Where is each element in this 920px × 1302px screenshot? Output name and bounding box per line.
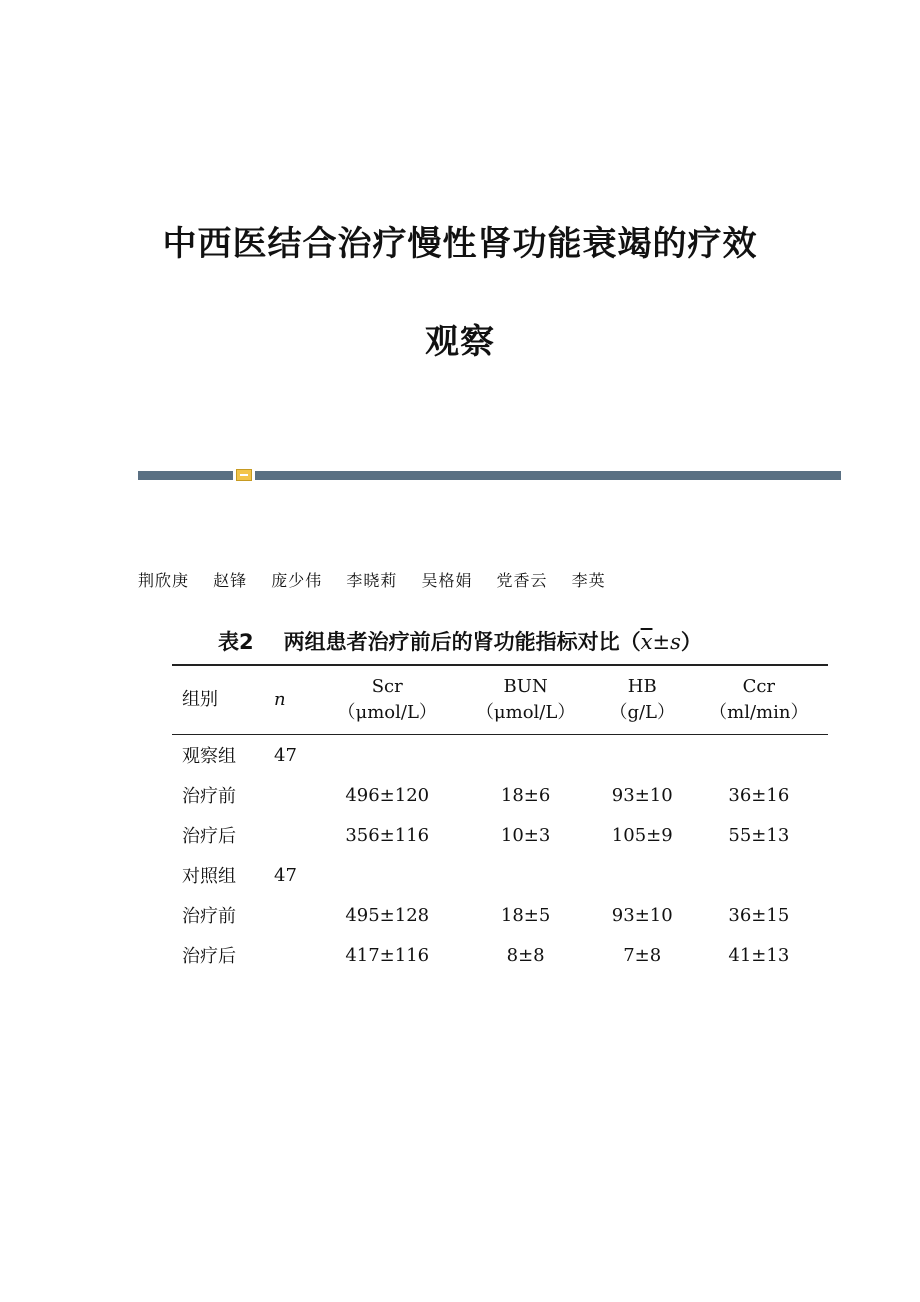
cell-scr: 496±120 (345, 784, 430, 806)
cell-bun (456, 735, 594, 776)
cell-ccr: 41±13 (728, 944, 790, 966)
author-name: 李英 (571, 571, 606, 590)
header-hb: HB （g/L） (609, 676, 676, 723)
table-row (172, 855, 828, 895)
header-bun: BUN （μmol/L） (475, 676, 576, 723)
cell-ccr: 55±13 (728, 824, 790, 846)
cell-group: 对照组 (182, 866, 236, 887)
cell-n: 47 (274, 864, 297, 886)
cell-ccr (690, 855, 828, 895)
paper-title-line-1: 中西医结合治疗慢性肾功能衰竭的疗效 (162, 224, 758, 264)
cell-bun: 18±5 (500, 904, 551, 926)
cell-bun: 18±6 (500, 784, 551, 806)
cell-scr: 417±116 (345, 944, 430, 966)
cell-hb: 93±10 (611, 784, 673, 806)
renal-function-table (172, 664, 828, 975)
author-name: 赵锋 (213, 571, 248, 590)
table-number: 表2 (218, 630, 254, 654)
cell-hb (595, 855, 690, 895)
cell-n (270, 895, 318, 935)
cell-scr: 495±128 (345, 904, 430, 926)
cell-bun (456, 855, 594, 895)
cell-ccr (690, 735, 828, 776)
cell-scr (318, 855, 456, 895)
cell-hb (595, 735, 690, 776)
cell-hb: 7±8 (623, 944, 662, 966)
table-row (172, 735, 828, 776)
cell-group: 治疗前 (182, 786, 236, 807)
caption-close-paren: ） (680, 630, 702, 654)
author-name: 荆欣庚 (138, 571, 190, 590)
mean-symbol: $\overline{x}$ (640, 630, 653, 654)
cell-group: 治疗前 (182, 906, 236, 927)
cell-ccr: 36±15 (728, 904, 790, 926)
sd-symbol: ±s (652, 630, 681, 654)
table-row (172, 895, 828, 935)
cell-bun: 8±8 (506, 944, 545, 966)
header-ccr: Ccr （ml/min） (709, 676, 809, 723)
cell-bun: 10±3 (500, 824, 551, 846)
cell-ccr: 36±16 (728, 784, 790, 806)
header-n: n (274, 689, 286, 710)
table-header-row (172, 665, 828, 735)
divider-bar-right (255, 471, 841, 480)
divider-emblem-icon (236, 469, 252, 481)
table-row (172, 815, 828, 855)
table-caption-text: 两组患者治疗前后的肾功能指标对比（ (283, 630, 641, 654)
cell-n (270, 935, 318, 975)
cell-n (270, 815, 318, 855)
cell-group: 观察组 (182, 746, 236, 767)
cell-n: 47 (274, 744, 297, 766)
table-row (172, 775, 828, 815)
cell-hb: 105±9 (611, 824, 673, 846)
header-scr: Scr （μmol/L） (337, 676, 437, 723)
divider-bar-left (138, 471, 233, 480)
author-list (138, 568, 624, 591)
paper-title-line-2: 观察 (425, 322, 495, 362)
cell-scr (318, 735, 456, 776)
cell-scr: 356±116 (345, 824, 430, 846)
cell-group: 治疗后 (182, 826, 236, 847)
header-group: 组别 (182, 689, 218, 710)
cell-group: 治疗后 (182, 946, 236, 967)
author-name: 李晓莉 (346, 571, 398, 590)
title-divider (138, 471, 841, 480)
table-row (172, 935, 828, 975)
table-caption (218, 626, 702, 656)
cell-hb: 93±10 (611, 904, 673, 926)
cell-n (270, 775, 318, 815)
author-name: 党香云 (496, 571, 548, 590)
author-name: 吴格娟 (421, 571, 473, 590)
author-name: 庞少伟 (271, 571, 323, 590)
